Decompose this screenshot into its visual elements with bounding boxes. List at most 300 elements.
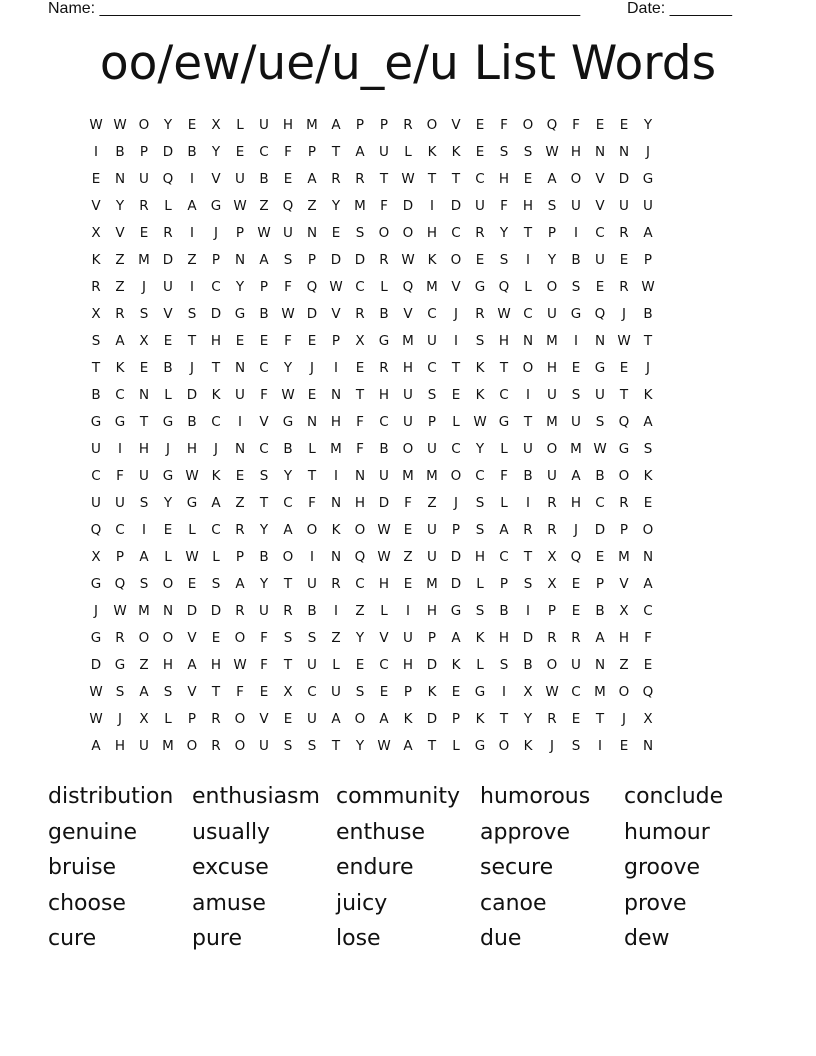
grid-letter: G — [474, 684, 486, 700]
grid-letter: K — [475, 711, 485, 727]
grid-letter: R — [211, 711, 221, 727]
grid-letter: Y — [331, 198, 341, 214]
grid-letter: U — [427, 333, 437, 349]
grid-letter: T — [283, 657, 293, 673]
grid-row — [84, 301, 732, 328]
grid-letter: M — [546, 333, 558, 349]
grid-letter: W — [281, 306, 295, 322]
grid-letter: F — [260, 657, 268, 673]
grid-letter: G — [570, 306, 582, 322]
grid-letter: Y — [283, 468, 293, 484]
grid-letter: B — [379, 306, 389, 322]
grid-letter: R — [139, 198, 149, 214]
grid-letter: G — [618, 441, 630, 457]
word-list-item: groove — [624, 855, 701, 880]
grid-letter: E — [475, 252, 485, 268]
grid-letter: Y — [499, 225, 509, 241]
grid-letter: U — [475, 198, 485, 214]
grid-letter: I — [238, 414, 242, 430]
grid-letter: V — [331, 306, 341, 322]
grid-letter: Y — [259, 522, 269, 538]
grid-letter: E — [91, 171, 101, 187]
grid-letter: S — [307, 630, 317, 646]
grid-letter: T — [499, 360, 509, 376]
grid-letter: C — [379, 414, 389, 430]
grid-letter: O — [162, 576, 174, 592]
grid-row — [84, 679, 732, 706]
grid-letter: R — [547, 711, 557, 727]
word-list-item: pure — [192, 926, 243, 951]
grid-letter: Q — [618, 414, 630, 430]
grid-letter: E — [235, 333, 245, 349]
word-list-item: excuse — [192, 855, 269, 880]
grid-letter: Y — [355, 738, 365, 754]
grid-letter: F — [260, 387, 268, 403]
grid-letter: E — [283, 171, 293, 187]
grid-letter: I — [526, 495, 530, 511]
grid-letter: L — [164, 549, 172, 565]
grid-letter: O — [498, 738, 510, 754]
grid-letter: U — [259, 603, 269, 619]
grid-letter: T — [595, 711, 605, 727]
grid-letter: T — [283, 576, 293, 592]
grid-letter: W — [233, 657, 247, 673]
grid-letter: P — [115, 549, 125, 565]
grid-letter: M — [570, 441, 582, 457]
grid-letter: E — [187, 117, 197, 133]
name-field-line: Name: ______________________________________________________ — [48, 0, 581, 17]
word-list-item: conclude — [624, 784, 724, 809]
grid-letter: V — [187, 630, 197, 646]
grid-letter: B — [571, 252, 581, 268]
grid-row — [84, 166, 732, 193]
grid-letter: H — [498, 333, 510, 349]
grid-letter: O — [162, 630, 174, 646]
word-list-item: usually — [192, 819, 271, 845]
grid-letter: H — [498, 630, 510, 646]
grid-letter: M — [402, 468, 414, 484]
grid-letter: P — [379, 117, 389, 133]
grid-letter: Q — [90, 522, 102, 538]
grid-letter: C — [475, 171, 485, 187]
grid-letter: K — [115, 360, 125, 376]
grid-letter: G — [90, 630, 102, 646]
grid-row — [84, 706, 732, 733]
grid-letter: O — [426, 117, 438, 133]
grid-letter: A — [451, 630, 461, 646]
grid-letter: R — [547, 522, 557, 538]
grid-letter: O — [186, 738, 198, 754]
grid-letter: S — [307, 738, 317, 754]
grid-letter: A — [211, 495, 221, 511]
grid-letter: E — [643, 657, 653, 673]
grid-letter: T — [355, 387, 365, 403]
grid-letter: P — [331, 333, 341, 349]
grid-letter: U — [235, 171, 245, 187]
grid-letter: U — [139, 468, 149, 484]
grid-letter: E — [595, 549, 605, 565]
grid-letter: S — [163, 684, 173, 700]
grid-letter: F — [356, 441, 364, 457]
grid-letter: N — [306, 225, 318, 241]
grid-letter: B — [259, 171, 269, 187]
grid-letter: W — [545, 684, 559, 700]
grid-letter: E — [571, 360, 581, 376]
grid-letter: X — [523, 684, 533, 700]
grid-letter: G — [498, 414, 510, 430]
grid-letter: I — [142, 522, 146, 538]
grid-letter: Z — [355, 603, 365, 619]
grid-letter: O — [618, 684, 630, 700]
grid-letter: N — [138, 387, 150, 403]
grid-letter: B — [523, 468, 533, 484]
grid-letter: B — [91, 387, 101, 403]
grid-letter: E — [307, 387, 317, 403]
grid-letter: W — [593, 441, 607, 457]
grid-letter: H — [210, 333, 222, 349]
grid-letter: R — [235, 603, 245, 619]
grid-letter: C — [595, 225, 605, 241]
grid-letter: R — [523, 522, 533, 538]
grid-letter: C — [355, 279, 365, 295]
grid-letter: F — [116, 468, 124, 484]
grid-letter: Y — [283, 360, 293, 376]
grid-letter: L — [380, 603, 388, 619]
grid-letter: G — [114, 657, 126, 673]
grid-letter: L — [476, 657, 484, 673]
grid-letter: D — [618, 171, 630, 187]
grid-letter: A — [187, 198, 197, 214]
grid-letter: N — [618, 144, 630, 160]
grid-letter: T — [379, 171, 389, 187]
grid-letter: E — [451, 387, 461, 403]
grid-letter: M — [426, 576, 438, 592]
grid-letter: G — [594, 360, 606, 376]
grid-letter: T — [523, 225, 533, 241]
grid-letter: B — [259, 549, 269, 565]
grid-letter: V — [115, 225, 125, 241]
grid-letter: O — [234, 711, 246, 727]
grid-letter: D — [306, 306, 318, 322]
grid-letter: S — [427, 387, 437, 403]
grid-letter: J — [454, 495, 458, 511]
grid-letter: U — [619, 198, 629, 214]
grid-letter: G — [90, 414, 102, 430]
grid-letter: O — [522, 360, 534, 376]
grid-letter: J — [214, 441, 218, 457]
grid-letter: C — [427, 360, 437, 376]
grid-letter: Z — [427, 495, 437, 511]
grid-letter: H — [402, 657, 414, 673]
grid-letter: G — [642, 171, 654, 187]
grid-letter: N — [594, 333, 606, 349]
grid-letter: U — [403, 630, 413, 646]
grid-letter: Q — [114, 576, 126, 592]
grid-letter: S — [475, 495, 485, 511]
grid-letter: D — [186, 387, 198, 403]
grid-letter: O — [522, 117, 534, 133]
grid-letter: E — [283, 711, 293, 727]
grid-letter: S — [259, 468, 269, 484]
grid-letter: U — [307, 576, 317, 592]
word-list-item: enthuse — [336, 819, 425, 845]
grid-letter: U — [235, 387, 245, 403]
grid-letter: J — [550, 738, 554, 754]
grid-letter: X — [91, 549, 101, 565]
grid-letter: S — [475, 522, 485, 538]
grid-letter: I — [118, 441, 122, 457]
grid-letter: S — [475, 333, 485, 349]
grid-letter: W — [329, 279, 343, 295]
grid-letter: J — [142, 279, 146, 295]
grid-letter: D — [210, 603, 222, 619]
word-list-item: genuine — [48, 819, 137, 845]
grid-letter: T — [523, 414, 533, 430]
grid-letter: G — [90, 576, 102, 592]
word-list-item: secure — [480, 855, 554, 880]
grid-letter: B — [595, 603, 605, 619]
grid-row — [84, 355, 732, 382]
grid-letter: C — [355, 576, 365, 592]
grid-letter: T — [643, 333, 653, 349]
grid-letter: X — [355, 333, 365, 349]
grid-letter: U — [379, 144, 389, 160]
grid-letter: E — [307, 333, 317, 349]
grid-letter: A — [403, 738, 413, 754]
grid-row — [84, 382, 732, 409]
grid-letter: X — [547, 549, 557, 565]
grid-letter: J — [118, 711, 122, 727]
grid-letter: W — [401, 252, 415, 268]
grid-letter: J — [166, 441, 170, 457]
grid-letter: W — [113, 117, 127, 133]
grid-letter: P — [403, 684, 413, 700]
grid-letter: L — [308, 441, 316, 457]
grid-letter: K — [403, 711, 413, 727]
grid-letter: M — [426, 468, 438, 484]
grid-letter: U — [307, 711, 317, 727]
grid-letter: E — [331, 225, 341, 241]
grid-letter: R — [475, 306, 485, 322]
grid-letter: B — [595, 468, 605, 484]
grid-letter: H — [522, 198, 534, 214]
grid-letter: B — [283, 441, 293, 457]
grid-letter: L — [332, 657, 340, 673]
grid-letter: D — [594, 522, 606, 538]
grid-letter: I — [190, 171, 194, 187]
grid-letter: J — [622, 711, 626, 727]
grid-letter: J — [622, 306, 626, 322]
grid-letter: T — [211, 360, 221, 376]
grid-letter: H — [546, 360, 558, 376]
grid-letter: B — [187, 144, 197, 160]
grid-letter: S — [475, 603, 485, 619]
grid-letter: W — [377, 522, 391, 538]
grid-letter: D — [354, 252, 366, 268]
grid-letter: E — [211, 630, 221, 646]
grid-letter: W — [377, 549, 391, 565]
grid-letter: P — [187, 711, 197, 727]
grid-letter: R — [355, 171, 365, 187]
grid-letter: L — [188, 522, 196, 538]
grid-letter: A — [379, 711, 389, 727]
grid-letter: U — [427, 549, 437, 565]
grid-letter: I — [502, 684, 506, 700]
grid-letter: H — [210, 657, 222, 673]
grid-letter: L — [524, 279, 532, 295]
grid-letter: T — [523, 549, 533, 565]
grid-letter: R — [379, 360, 389, 376]
date-field-line: Date: _______ — [627, 0, 732, 17]
grid-letter: U — [139, 171, 149, 187]
grid-letter: D — [162, 252, 174, 268]
grid-letter: G — [162, 468, 174, 484]
grid-letter: C — [451, 441, 461, 457]
grid-letter: F — [260, 630, 268, 646]
grid-letter: S — [211, 576, 221, 592]
grid-letter: L — [164, 387, 172, 403]
grid-letter: E — [355, 360, 365, 376]
grid-letter: A — [595, 630, 605, 646]
grid-letter: Q — [162, 171, 174, 187]
grid-letter: C — [571, 684, 581, 700]
grid-letter: P — [427, 414, 437, 430]
grid-letter: G — [450, 603, 462, 619]
grid-letter: V — [91, 198, 101, 214]
grid-letter: E — [619, 252, 629, 268]
grid-letter: F — [284, 333, 292, 349]
grid-letter: P — [235, 549, 245, 565]
grid-letter: M — [594, 684, 606, 700]
word-list-item: canoe — [480, 890, 547, 916]
grid-letter: U — [595, 252, 605, 268]
grid-letter: V — [259, 414, 269, 430]
word-list-item: dew — [624, 926, 670, 951]
grid-letter: J — [94, 603, 98, 619]
word-list-item: cure — [48, 926, 97, 951]
grid-letter: C — [115, 522, 125, 538]
grid-row — [84, 409, 732, 436]
grid-letter: M — [618, 549, 630, 565]
grid-letter: S — [523, 576, 533, 592]
grid-letter: C — [211, 279, 221, 295]
grid-letter: W — [641, 279, 655, 295]
grid-letter: M — [426, 279, 438, 295]
grid-letter: G — [162, 414, 174, 430]
grid-letter: X — [283, 684, 293, 700]
grid-letter: S — [355, 225, 365, 241]
grid-letter: C — [307, 684, 317, 700]
grid-letter: C — [451, 225, 461, 241]
grid-letter: K — [475, 387, 485, 403]
grid-letter: W — [497, 306, 511, 322]
grid-row — [84, 598, 732, 625]
grid-letter: O — [546, 279, 558, 295]
grid-letter: M — [330, 441, 342, 457]
grid-letter: U — [523, 441, 533, 457]
grid-letter: I — [526, 252, 530, 268]
grid-letter: A — [235, 576, 245, 592]
grid-letter: A — [499, 522, 509, 538]
grid-letter: F — [500, 117, 508, 133]
grid-letter: V — [163, 306, 173, 322]
grid-letter: S — [283, 252, 293, 268]
grid-letter: U — [427, 441, 437, 457]
grid-letter: K — [643, 468, 653, 484]
grid-letter: C — [523, 306, 533, 322]
grid-letter: N — [330, 387, 342, 403]
grid-letter: X — [211, 117, 221, 133]
grid-letter: B — [307, 603, 317, 619]
grid-letter: B — [523, 657, 533, 673]
grid-letter: A — [91, 738, 101, 754]
grid-letter: O — [234, 738, 246, 754]
grid-letter: H — [618, 630, 630, 646]
grid-letter: T — [451, 360, 461, 376]
grid-letter: X — [547, 576, 557, 592]
grid-letter: V — [379, 630, 389, 646]
grid-letter: E — [235, 144, 245, 160]
grid-letter: H — [570, 144, 582, 160]
grid-row — [84, 517, 732, 544]
grid-letter: U — [139, 738, 149, 754]
grid-letter: I — [454, 333, 458, 349]
grid-letter: A — [187, 657, 197, 673]
grid-letter: Y — [235, 279, 245, 295]
grid-row — [84, 571, 732, 598]
grid-letter: H — [282, 117, 294, 133]
grid-letter: A — [307, 171, 317, 187]
grid-letter: C — [475, 468, 485, 484]
grid-letter: R — [163, 225, 173, 241]
grid-letter: U — [571, 198, 581, 214]
grid-letter: U — [403, 414, 413, 430]
word-search-grid — [84, 112, 732, 760]
grid-letter: N — [114, 171, 126, 187]
grid-letter: P — [451, 711, 461, 727]
grid-letter: R — [355, 306, 365, 322]
grid-letter: C — [283, 495, 293, 511]
grid-letter: N — [162, 603, 174, 619]
grid-letter: O — [642, 522, 654, 538]
grid-letter: R — [619, 225, 629, 241]
grid-letter: O — [402, 225, 414, 241]
word-list-item: endure — [336, 855, 414, 880]
grid-letter: O — [570, 171, 582, 187]
grid-letter: Q — [546, 117, 558, 133]
grid-letter: V — [403, 306, 413, 322]
grid-letter: T — [259, 495, 269, 511]
grid-letter: I — [430, 198, 434, 214]
grid-letter: S — [139, 576, 149, 592]
grid-letter: A — [115, 333, 125, 349]
grid-letter: E — [187, 576, 197, 592]
grid-letter: F — [284, 144, 292, 160]
grid-letter: L — [500, 441, 508, 457]
grid-letter: C — [643, 603, 653, 619]
grid-letter: F — [644, 630, 652, 646]
grid-letter: N — [306, 414, 318, 430]
grid-letter: T — [187, 333, 197, 349]
grid-letter: I — [190, 225, 194, 241]
grid-letter: E — [139, 360, 149, 376]
grid-letter: C — [211, 522, 221, 538]
grid-letter: K — [427, 252, 437, 268]
grid-letter: A — [331, 711, 341, 727]
grid-letter: U — [547, 468, 557, 484]
grid-letter: E — [571, 576, 581, 592]
grid-letter: Z — [403, 549, 413, 565]
